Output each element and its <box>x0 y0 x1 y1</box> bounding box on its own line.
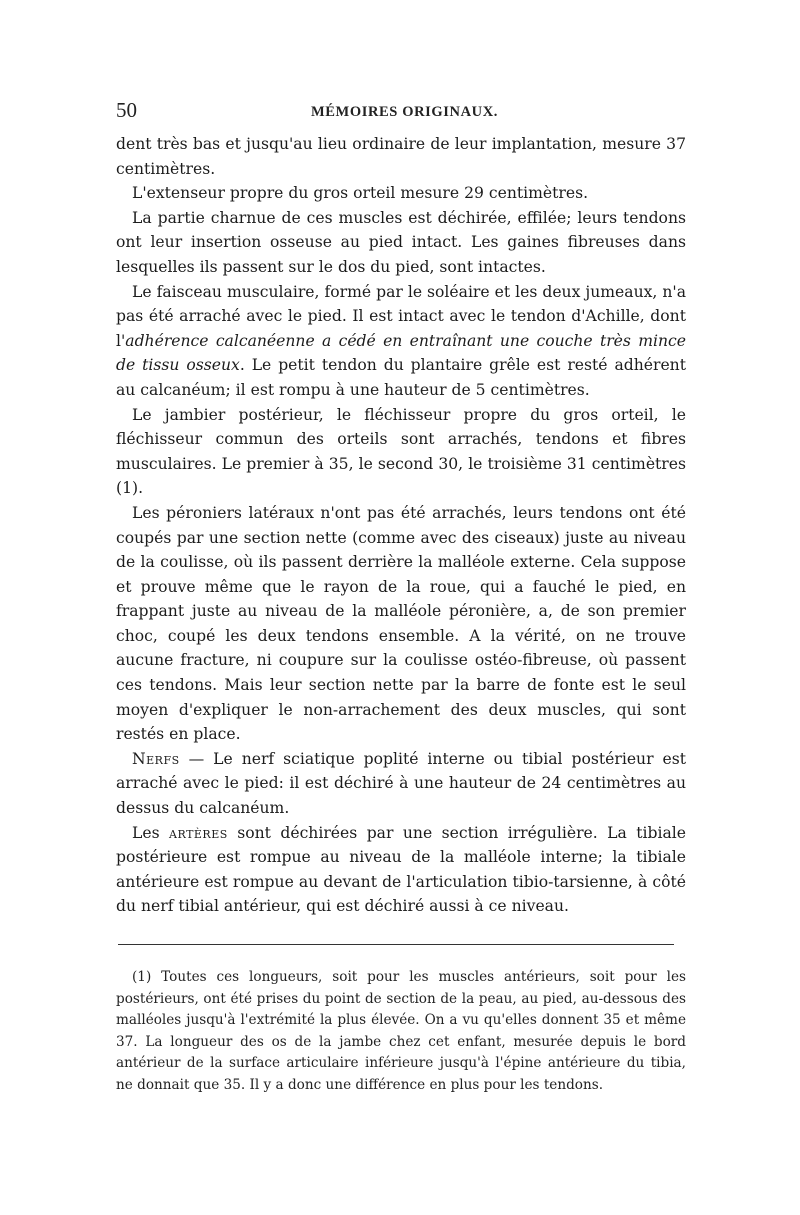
paragraph-4-text-a: Le faisceau musculaire, formé par le soléaire et les deux jumeaux, n'a pas été arraché avec le pied. Il est intact avec le tendon d'Achille, dont l' <box>116 282 686 350</box>
body-text <box>116 132 686 919</box>
footnote-divider <box>118 944 674 945</box>
paragraph-7-text: — Le nerf sciatique poplité interne ou tibial postérieur est arraché avec le pied: il est déchiré à une hauteur de 24 centimètres au dessus du calcanéum. <box>116 749 686 818</box>
paragraph-4-italic: adhérence calcanéenne a cédé en entraînant une couche très mince de tissu osseux <box>116 331 686 375</box>
page-number: 50 <box>116 98 137 122</box>
paragraph-2: L'extenseur propre du gros orteil mesure 29 centimètres. <box>132 184 589 203</box>
nerfs-heading: Nerfs <box>132 749 180 768</box>
paragraph-3: La partie charnue de ces muscles est déchirée, effilée; leurs tendons ont leur insertion osseuse au pied intact. Les gaines fibreuses dans lesquelles ils passent sur le dos du pied, sont intactes. <box>116 208 686 276</box>
paragraph-6: Les péroniers latéraux n'ont pas été arrachés, leurs tendons ont été coupés par une section nette (comme avec des ciseaux) juste au niveau de la coulisse, où ils passent derrière la malléole externe. Cela suppose et prouve même que le rayon de la roue, qui a fauché le pied, en frappant juste au niveau de la malléole péronière, a, de son premier choc, coupé les deux tendons ensemble. A la vérité, on ne trouve aucune fracture, ni coupure sur la coulisse ostéo-fibreuse, où passent ces tendons. Mais leur section nette par la barre de fonte est le seul moyen d'expliquer le non-arrachement des deux muscles, qui sont restés en place. <box>116 503 686 744</box>
footnote <box>116 967 686 1097</box>
page-header <box>116 98 686 126</box>
paragraph-1: dent très bas et jusqu'au lieu ordinaire de leur implantation, mesure 37 centimètres. <box>116 135 686 178</box>
paragraph-4-text-b: . Le petit tendon du plantaire grêle est resté adhérent au calcanéum; il est rompu à une hauteur de 5 centimètres. <box>116 356 686 399</box>
paragraph-8-pre: Les <box>132 823 170 842</box>
arteres-heading: artères <box>169 823 228 842</box>
paragraph-4 <box>116 280 686 403</box>
paragraph-5: Le jambier postérieur, le fléchisseur propre du gros orteil, le fléchisseur commun des orteils sont arrachés, tendons et fibres musculaires. Le premier à 35, le second 30, le troisième 31 centimètres (1). <box>116 405 686 498</box>
paragraph-8 <box>116 821 686 919</box>
paragraph-7 <box>116 747 686 821</box>
paragraph-8-text: sont déchirées par une section irrégulière. La tibiale postérieure est rompue au niveau de la malléole interne; la tibiale antérieure est rompue au devant de l'articulation tibio-tarsienne, à côté du nerf tibial antérieur, qui est déchiré aussi à ce niveau. <box>116 823 686 916</box>
footnote-text: (1) Toutes ces longueurs, soit pour les muscles antérieurs, soit pour les postérieurs, ont été prises du point de section de la peau, au pied, au-dessous des malléoles jusqu'à l'extrémité la plus élevée. On a vu qu'elles donnent 35 et même 37. La longueur des os de la jambe chez cet enfant, mesurée depuis le bord antérieur de la surface articulaire inférieure jusqu'à l'épine antérieure du tibia, ne donnait que 35. Il y a donc une différence en plus pour les tendons. <box>116 969 686 1093</box>
running-title: MÉMOIRES ORIGINAUX. <box>311 104 499 120</box>
